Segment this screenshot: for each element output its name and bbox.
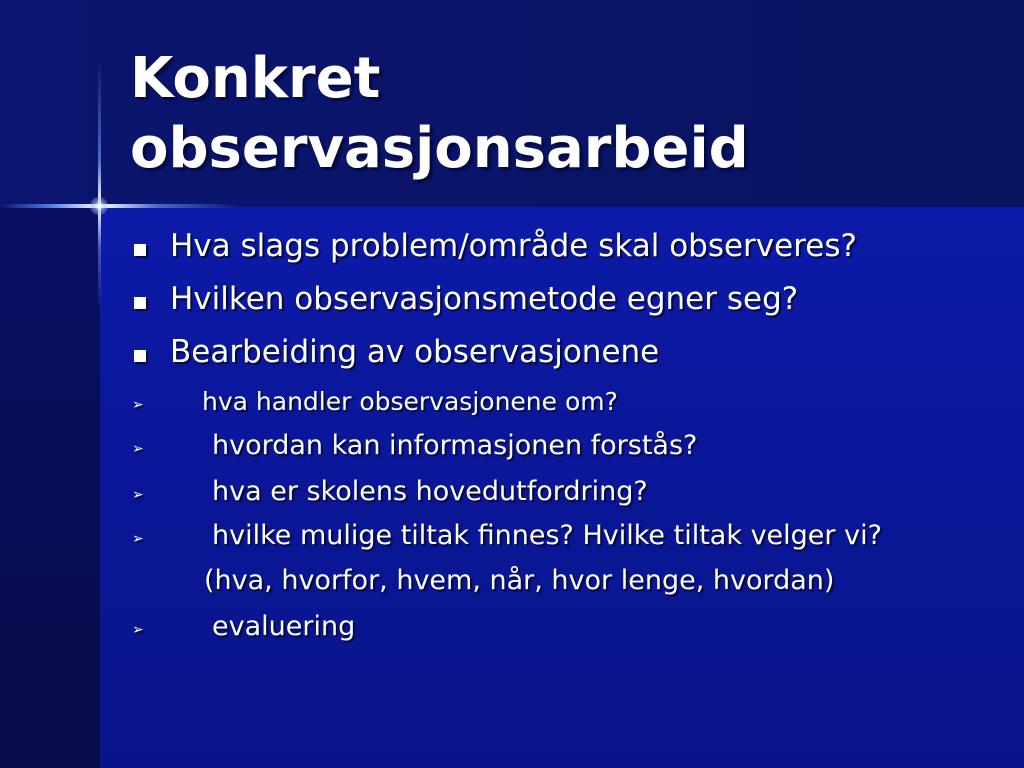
sub-item-text: evaluering [212,611,356,642]
square-bullet-icon [134,350,146,362]
square-bullet-icon [134,244,146,256]
arrow-bullet-icon: ➢ [132,397,144,413]
sub-item-text: hvordan kan informasjonen forstås? [212,430,698,461]
sub-item-text: hva er skolens hovedutfordring? [212,476,648,507]
bullet-text: Bearbeiding av observasjonene [170,334,660,370]
arrow-bullet-icon: ➢ [132,622,144,638]
square-bullet-icon [134,297,146,309]
bullet-text: Hvilken observasjonsmetode egner seg? [170,281,799,317]
sub-item-text: hva handler observasjonene om? [202,387,618,416]
sub-item-text: (hva, hvorfor, hvem, når, hvor lenge, hvordan) [204,565,835,596]
slide-title-line-2: observasjonsarbeid [130,116,749,181]
arrow-bullet-icon: ➢ [132,441,144,457]
bullet-text: Hva slags problem/område skal observeres? [170,228,857,264]
sub-item-text: hvilke mulige tiltak finnes? Hvilke tiltak velger vi? [212,520,882,551]
arrow-bullet-icon: ➢ [132,531,144,547]
slide-title-line-1: Konkret [130,46,381,111]
arrow-bullet-icon: ➢ [132,487,144,503]
